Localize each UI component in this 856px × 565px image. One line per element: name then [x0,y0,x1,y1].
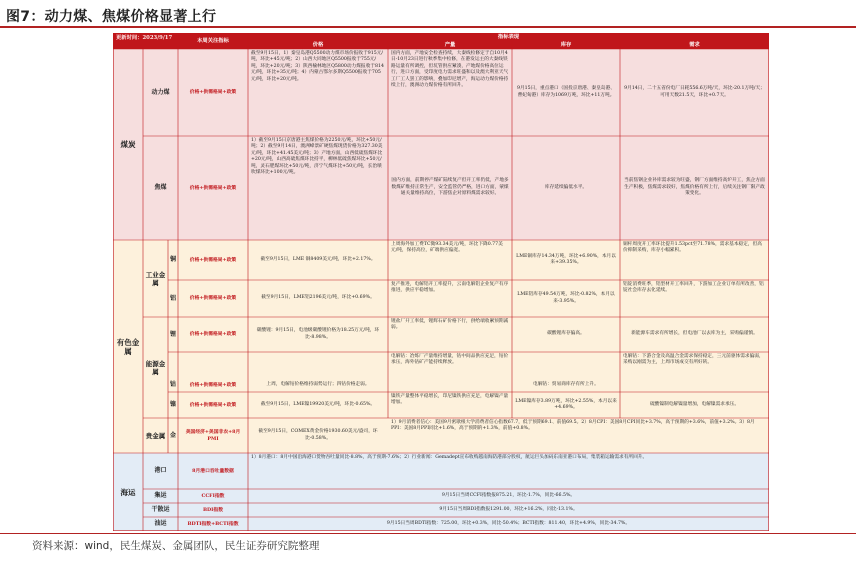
coking-coal-production: 国内方面，前期停产煤矿陆续复产但开工率仍低，产地多数煤矿维持正常生产，安全监管仍严格，进口方面，蒙煤通关量维持高位，下游焦企对原料煤需求较好。 [388,136,512,240]
aluminum-demand: 铝锭消费旺季，铝型材开工率回升，下游加工企业订单有所改善，铝锭社会库存去化延续。 [620,280,769,317]
source-rule [0,533,856,534]
aluminum-name: 铝 [168,280,178,317]
gold-price: 截至9月15日，COMEX黄金价格1930.60美元/盎司，环比-0.58%。 [248,418,388,453]
title-rule [0,26,856,28]
gold-factor: 美国经济+美国非农+8月PMI [178,418,248,453]
copper-price: 截至9月15日，LME 铜8409美元/吨，环比+2.17%。 [248,240,388,280]
copper-factor: 价格+供需格局+政策 [178,240,248,280]
cobalt-price: 上周，电解钴价格维持弱势运行；四钴价格走弱。 [248,352,388,418]
copper-production: 上周海外加工费TC微93.34美元/吨，环比下降0.77美元/吨，保持高位，矿端供应偏宽。 [388,240,512,280]
nickel-production: 镍铁产量整体平稳增长，印尼镍铁供应充足，电解镍产量增加。 [388,392,512,418]
header-inventory: 库存 [512,41,620,49]
coking-coal-name: 焦煤 [143,136,178,240]
nickel-factor: 价格+供需格局+政策 [178,392,248,418]
lithium-price: 碳酸锂：9月15日，电池级碳酸锂价格为18.25万元/吨，环比-8.98%。 [248,317,388,352]
indicator-table [113,33,769,531]
nickel-inventory: LME镍库存3.89万吨，环比+2.55%，本月以来+4.69%。 [512,392,620,418]
nickel-name: 镍 [168,392,178,418]
source-note: 资料来源：wind，民生煤炭、金属团队，民生证券研究院整理 [32,540,320,552]
drybulk-name: 干散运 [143,503,178,517]
coking-coal-factor: 价格+供需格局+政策 [178,136,248,240]
aluminum-inventory: LME铝库存49.54万吨，环比-0.82%，本月以来-3.95%。 [512,280,620,317]
copper-inventory: LME铜库存14.34万吨，环比+6.90%，本月以来+39.35%。 [512,240,620,280]
aluminum-factor: 价格+供需格局+政策 [178,280,248,317]
lithium-production: 锂盐厂开工率低，锂辉石矿价格下行，供给端收紧预期减弱。 [388,317,512,352]
cobalt-name: 钴 [168,352,178,418]
group-energy-metal: 能源金属 [143,317,168,418]
figure-title: 图7：动力煤、焦煤价格显著上行 [6,9,217,25]
group-precious-metal: 贵金属 [143,418,168,453]
tanker-text: 9月15日当周BDTI指数：725.00，环比+0.3%，同比-50.4%；BCTI指数：811.40，环比+4.9%，同比-34.7%。 [248,517,769,531]
port-name: 港口 [143,453,178,489]
thermal-coal-production: 国内方面，产地安全检查持续，大秦线检修定于自10月4日-10月23日进行秋季集中检修，在港发运主的大秦线铁路运量有所调控，但坑管供应紧凑，产地煤价格高位运行，进口方面，受印度电力需求旺盛和以及澳大利亚天气工厂工人罢工的影响，叠加印尼增产，海运动力煤价格持续上行，澳洲动力煤价格有所回升。 [388,49,512,136]
group-nonferrous: 有色金属 [113,240,143,453]
lithium-name: 锂 [168,317,178,352]
thermal-coal-factor: 价格+供需格局+政策 [178,49,248,136]
thermal-coal-price: 截至9月15日，1）秦皇岛港Q5500动力煤市场价报收于915元/吨，环比+45元/吨；2）山西大同地区Q5500报收于755元/吨，环比+20元/吨；3）陕西榆林地区Q5800动力煤报收于814元/吨，环比+35元/吨；4）内蒙古鄂尔多斯Q5500报收于705元/吨，环比+20元/吨。 [248,49,388,136]
thermal-coal-demand: 9月14日，二十五省份电厂日耗556.6万吨/天，环比-20.1万吨/天；可用天数21.5天，环比+0.7天。 [620,49,769,136]
gold-macro: 1）9月消费者信心：美国9月密歇根大学消费者信心指数67.7，低于预期69.1、前值69.5。2）8月CPI：美国8月CPI同比+3.7%，高于预期的+3.6%，前值+3.2%。3）8月PPI：美国8月PPI同比+1.6%，高于预期的+1.3%，前值+0.8%。 [388,418,769,453]
copper-demand: 铜杆周度开工率环比提升1.53pct至71.78%，需求基本稳定，但高价抑制采购，库存小幅累积。 [620,240,769,280]
copper-name: 铜 [168,240,178,280]
group-coal: 煤炭 [113,49,143,240]
group-shipping: 海运 [113,453,143,531]
group-industrial-metal: 工业金属 [143,240,168,317]
header-price: 价格 [248,41,388,49]
thermal-coal-name: 动力煤 [143,49,178,136]
header-production: 产量 [388,41,512,49]
coking-coal-price: 1）截至9月15日京唐港主焦煤价格为2250元/吨，环比+50元/吨；2）截至9月14日，澳洲峰景矿硬焦煤现货价格为327.30美元/吨，环比+41.45美元/吨；3）产地方面，山西低硫焦煤环比+20元/吨，山西高硫焦煤环比持平，柳林低硫焦煤环比+50元/吨，灵石肥煤环比+50元/吨，济宁气煤环比+50元/吨，长治喷吹煤环比+100元/吨。 [248,136,388,240]
drybulk-factor: BDI指数 [178,503,248,517]
aluminum-price: 截至9月15日，LME铝2196美元/吨，环比+0.69%。 [248,280,388,317]
drybulk-text: 9月15日当周BDI指数报1291.00，环比+16.2%，同比-13.1%。 [248,503,769,517]
tanker-factor: BDTI指数+BCTI指数 [178,517,248,531]
lithium-inventory: 碳酸锂库存偏高。 [512,317,620,352]
coking-coal-inventory: 库存延续偏低水平。 [512,136,620,240]
lithium-factor: 价格+供需格局+政策 [178,317,248,352]
lithium-demand: 新能源车需求有所增长，但电池厂以去库为主，采购偏谨慎。 [620,317,769,352]
port-factor: 8月港口吞吐量数据 [178,453,248,489]
header-update-time: 更新时间：2023/9/17 [113,33,178,49]
nickel-price: 截至9月15日，LME镍19920美元/吨，环比-0.65%。 [248,392,388,418]
container-text: 9月15日当周CCFI指数报875.21，环比-1.7%，同比-66.5%。 [248,489,769,503]
container-name: 集运 [143,489,178,503]
header-focus-indicator: 本周关注指标 [178,33,248,49]
gold-name: 金 [168,418,178,453]
cobalt-inventory: 电解钴：贸易商库存有所上升。 [512,352,620,418]
cobalt-factor: 价格+供需格局+政策 [178,352,248,418]
container-factor: CCFI指数 [178,489,248,503]
header-indicator-performance: 指标表现 [248,33,769,41]
aluminum-production: 复产推进，电解铝开工率提升，云南电解铝企业复产有序推进，供应平稳增加。 [388,280,512,317]
cobalt-production: 电解钴：冶炼厂产量维持增量，钴中间品供应充足，钴价承压，海外钴矿产能持续释放。 [388,352,512,418]
coking-coal-demand: 当前焦钢企业补库需求较为旺盛，钢厂方面维持高炉开工，焦企方面生产积极，焦煤需求较好，焦煤价格有所上行，后续关注钢厂限产政策变化。 [620,136,769,240]
thermal-coal-inventory: 9月15日，重点港口（国投京唐港、秦皇岛港、曹妃甸港）库存为1069万吨，环比+11万吨。 [512,49,620,136]
cobalt-demand: 电解钴：下游合金及高温合金需求保持稳定，三元前驱体需求偏弱，采购以刚需为主，上周市场成交有所好转。 [620,352,769,418]
header-demand: 需求 [620,41,769,49]
nickel-demand: 硫酸镍制电解镍量增加，电解镍需求承压。 [620,392,769,418]
tanker-name: 油运 [143,517,178,531]
port-text: 1）8月港口：8月中国沿海港口货物吞吐量同比-8.8%，高于预期-7.6%；2）行业新闻：Gemadept宣布收购越南海防港部分股权，航运巨头加码东南亚港口布局，集装箱运输需求有所回升。 [248,453,769,489]
